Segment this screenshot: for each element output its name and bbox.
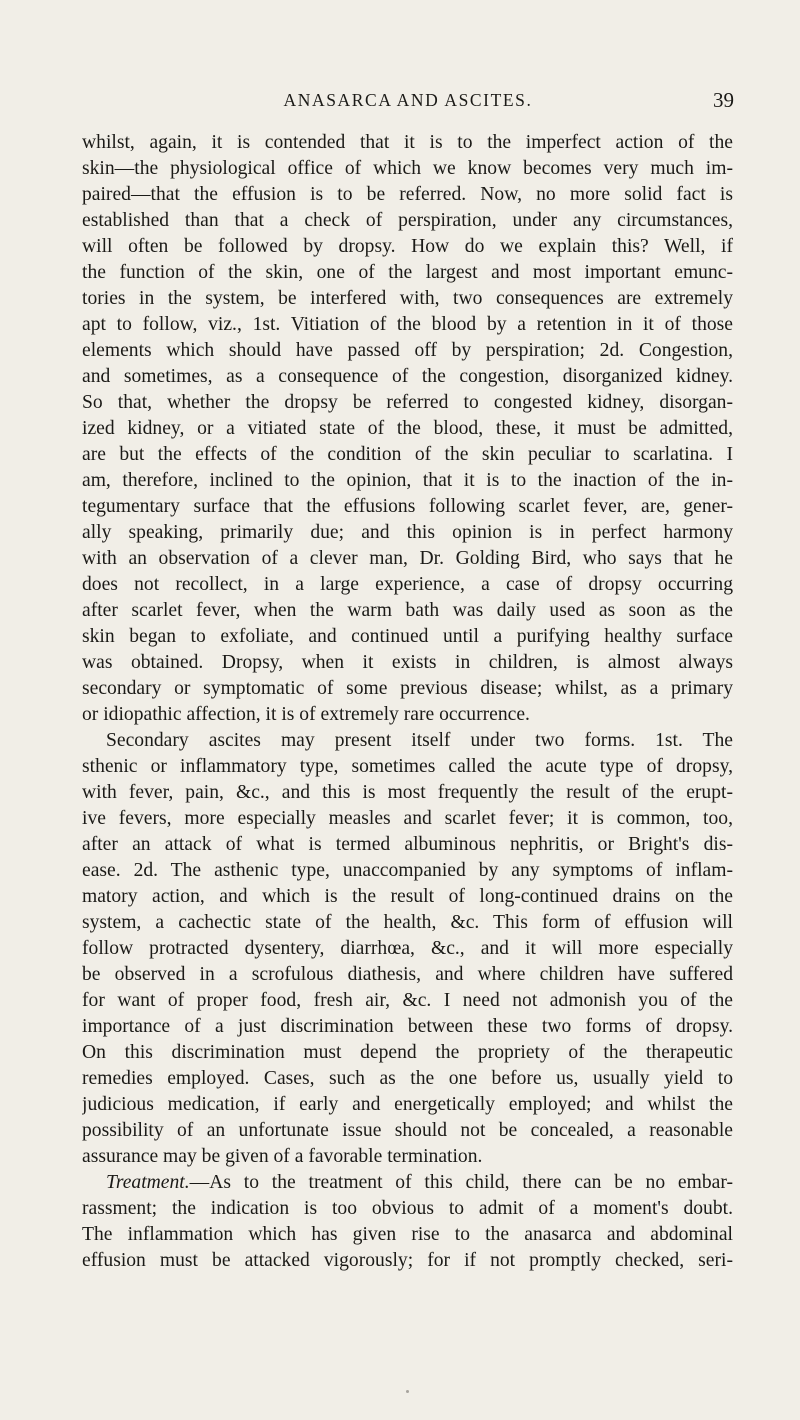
text-line: tories in the system, be interfered with, two consequences are extremely <box>82 288 733 309</box>
text-line: remedies employed. Cases, such as the one before us, usually yield to <box>82 1068 733 1089</box>
text-line: The inflammation which has given rise to the anasarca and abdominal <box>82 1224 733 1245</box>
text-line: sthenic or inflammatory type, sometimes called the acute type of dropsy, <box>82 756 733 777</box>
text-line: with fever, pain, &c., and this is most frequently the result of the erupt- <box>82 782 733 803</box>
text-line: are but the effects of the condition of the skin peculiar to scarlatina. I <box>82 444 733 465</box>
text-line: matory action, and which is the result of long-continued drains on the <box>82 886 733 907</box>
text-line: after scarlet fever, when the warm bath was daily used as soon as the <box>82 600 733 621</box>
text-line: effusion must be attacked vigorously; for if not promptly checked, seri- <box>82 1250 733 1271</box>
text-line: was obtained. Dropsy, when it exists in children, is almost always <box>82 652 733 673</box>
text-line: judicious medication, if early and energetically employed; and whilst the <box>82 1094 733 1115</box>
running-head <box>82 90 734 114</box>
text-line: secondary or symptomatic of some previous disease; whilst, as a primary <box>82 678 733 699</box>
text-line: tegumentary surface that the effusions following scarlet fever, are, gener- <box>82 496 733 517</box>
text-line: skin—the physiological office of which we know becomes very much im- <box>82 158 733 179</box>
text-line: follow protracted dysentery, diarrhœa, &c., and it will more especially <box>82 938 733 959</box>
text-line: Secondary ascites may present itself under two forms. 1st. The <box>106 730 733 751</box>
text-line: after an attack of what is termed albuminous nephritis, or Bright's dis- <box>82 834 733 855</box>
text-line: assurance may be given of a favorable termination. <box>82 1146 483 1167</box>
text-line-continuation: —As to the treatment of this child, there can be no embar- <box>189 1172 733 1193</box>
text-line: system, a cachectic state of the health, &c. This form of effusion will <box>82 912 733 933</box>
paper-speck <box>406 1390 409 1393</box>
text-line: established than that a check of perspiration, under any circumstances, <box>82 210 733 231</box>
text-line: ease. 2d. The asthenic type, unaccompanied by any symptoms of inflam- <box>82 860 733 881</box>
text-line: possibility of an unfortunate issue should not be concealed, a reasonable <box>82 1120 733 1141</box>
text-line: On this discrimination must depend the propriety of the therapeutic <box>82 1042 733 1063</box>
text-line: will often be followed by dropsy. How do we explain this? Well, if <box>82 236 733 257</box>
body-text <box>82 130 733 1274</box>
text-line: rassment; the indication is too obvious to admit of a moment's doubt. <box>82 1198 733 1219</box>
text-line: does not recollect, in a large experience, a case of dropsy occurring <box>82 574 733 595</box>
text-line: or idiopathic affection, it is of extremely rare occurrence. <box>82 704 530 725</box>
running-title: ANASARCA AND ASCITES. <box>283 90 533 110</box>
text-line: be observed in a scrofulous diathesis, and where children have suffered <box>82 964 733 985</box>
text-line: with an observation of a clever man, Dr. Golding Bird, who says that he <box>82 548 733 569</box>
text-line: importance of a just discrimination between these two forms of dropsy. <box>82 1016 733 1037</box>
text-line: for want of proper food, fresh air, &c. I need not admonish you of the <box>82 990 733 1011</box>
text-line: ive fevers, more especially measles and scarlet fever; it is common, too, <box>82 808 733 829</box>
page-number: 39 <box>713 88 734 112</box>
text-line: paired—that the effusion is to be referred. Now, no more solid fact is <box>82 184 733 205</box>
text-line: apt to follow, viz., 1st. Vitiation of the blood by a retention in it of those <box>82 314 733 335</box>
text-line: am, therefore, inclined to the opinion, that it is to the inaction of the in- <box>82 470 733 491</box>
text-line <box>82 1170 733 1196</box>
text-line: ally speaking, primarily due; and this opinion is in perfect harmony <box>82 522 733 543</box>
text-line: whilst, again, it is contended that it is to the imperfect action of the <box>82 132 733 153</box>
text-line: elements which should have passed off by perspiration; 2d. Congestion, <box>82 340 733 361</box>
text-line: skin began to exfoliate, and continued until a purifying healthy surface <box>82 626 733 647</box>
text-line: the function of the skin, one of the largest and most important emunc- <box>82 262 733 283</box>
text-line: ized kidney, or a vitiated state of the blood, these, it must be admitted, <box>82 418 733 439</box>
text-line: So that, whether the dropsy be referred to congested kidney, disorgan- <box>82 392 733 413</box>
section-heading-treatment: Treatment. <box>106 1172 190 1193</box>
text-line: and sometimes, as a consequence of the congestion, disorganized kidney. <box>82 366 733 387</box>
